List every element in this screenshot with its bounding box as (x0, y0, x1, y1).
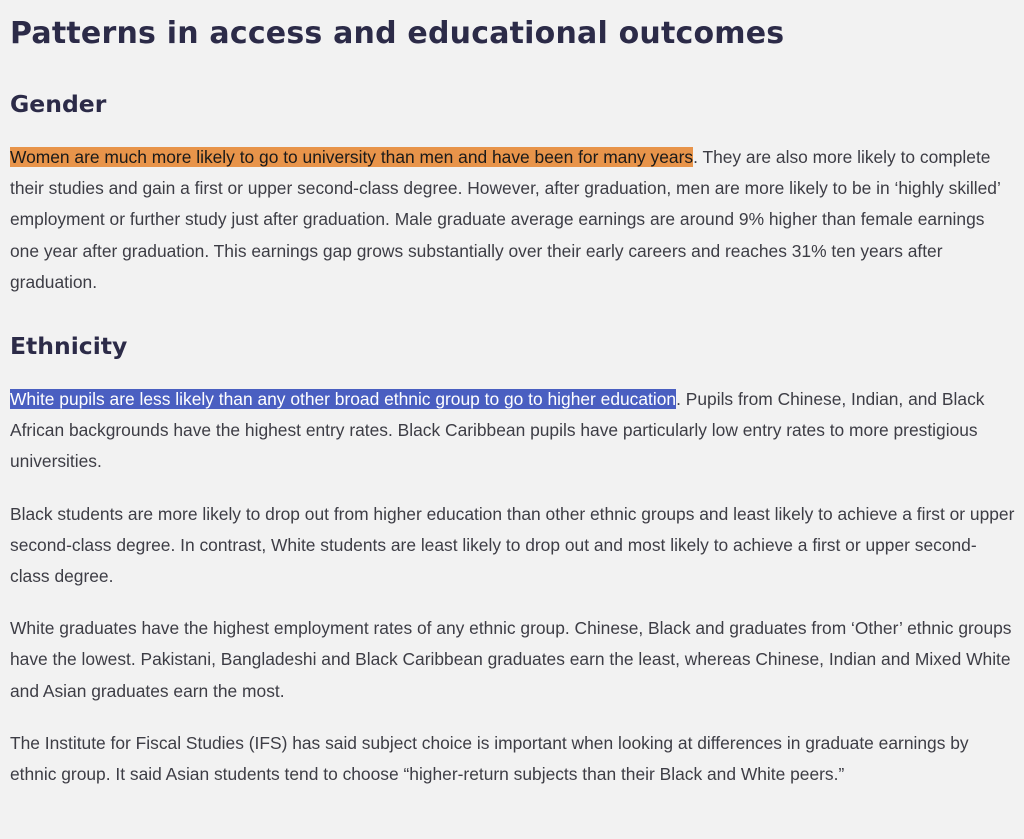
paragraph-text: . They are also more likely to complete their studies and gain a first or upper second-class degree. However, after graduation, men are more likely to be in ‘highly skilled’ employment or further study just after graduation. Male graduate average earnings are around 9% higher than female earnings one year after graduation. This earnings gap grows substantially over their early careers and reaches 31% ten years after graduation. (10, 147, 1001, 292)
ethnicity-ifs-paragraph: The Institute for Fiscal Studies (IFS) has said subject choice is important when looking at differences in graduate earnings by ethnic group. It said Asian students tend to choose “higher-return subjects than their Black and White peers.” (10, 732, 969, 785)
gender-paragraph (10, 142, 1016, 298)
paragraph-text: . Pupils from Chinese, Indian, and Black African backgrounds have the highest entry rates. Black Caribbean pupils have particularly low entry rates to more prestigious universities. (10, 389, 985, 472)
highlighted-text-orange[interactable]: Women are much more likely to go to university than men and have been for many years (10, 147, 694, 167)
ethnicity-dropout-paragraph: Black students are more likely to drop out from higher education than other ethnic groups and least likely to achieve a first or upper second-class degree. In contrast, White students are least likely to drop out and most likely to achieve a first or upper second-class degree. (10, 503, 1015, 587)
highlighted-text-blue[interactable]: White pupils are less likely than any other broad ethnic group to go to higher education (10, 389, 677, 410)
page-title: Patterns in access and educational outcomes (10, 16, 785, 51)
section-heading-gender: Gender (10, 90, 107, 118)
ethnicity-paragraph (10, 384, 1016, 478)
ethnicity-employment-paragraph: White graduates have the highest employment rates of any ethnic group. Chinese, Black and graduates from ‘Other’ ethnic groups have the lowest. Pakistani, Bangladeshi and Black Caribbean graduates earn the least, whereas Chinese, Indian and Mixed White and Asian graduates earn the most. (10, 618, 1012, 701)
section-heading-ethnicity: Ethnicity (10, 332, 128, 361)
